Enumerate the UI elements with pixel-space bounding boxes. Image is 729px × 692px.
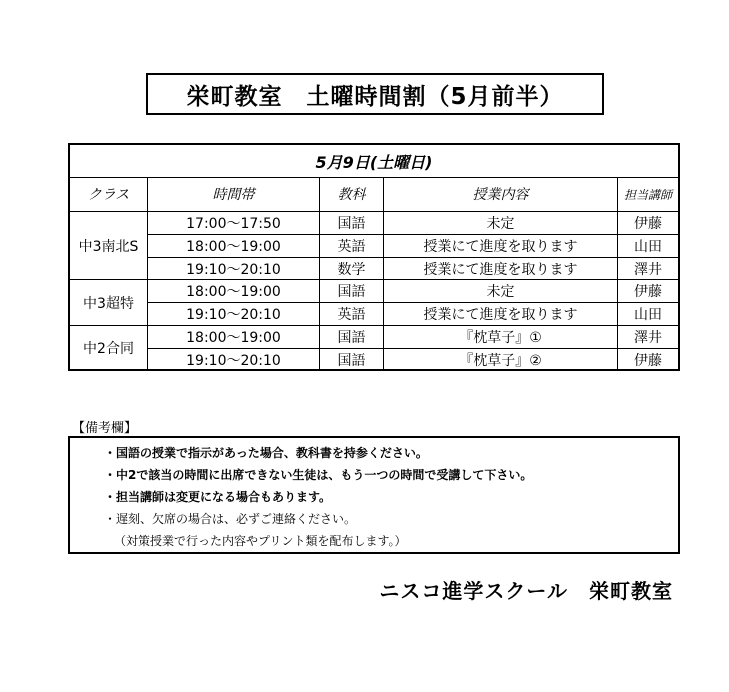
subject-cell: 英語 <box>337 239 366 255</box>
header-time: 時間帯 <box>148 177 319 212</box>
schedule-table <box>68 143 680 371</box>
teacher-cell: 伊藤 <box>634 284 662 300</box>
time-cell: 19:10～20:10 <box>186 352 281 369</box>
header-content: 授業内容 <box>384 177 617 212</box>
group-chu2-godo: 中2合同 <box>83 341 134 357</box>
note-line: ・国語の授業で指示があった場合、教科書を持参ください。 <box>104 446 428 460</box>
note-line: （対策授業で行った内容やプリント類を配布します。） <box>114 534 407 548</box>
teacher-cell: 澤井 <box>634 261 662 278</box>
content-cell: 未定 <box>486 284 515 300</box>
time-cell: 18:00～19:00 <box>186 330 281 346</box>
page-title: 栄町教室 土曜時間割（5月前半） <box>146 73 604 115</box>
teacher-cell: 伊藤 <box>634 352 662 369</box>
content-cell: 授業にて進度を取ります <box>423 261 578 278</box>
school-name: ニスコ進学スクール 栄町教室 <box>379 579 673 603</box>
time-cell: 17:00～17:50 <box>186 216 281 232</box>
teacher-cell: 伊藤 <box>634 216 662 232</box>
subject-cell: 国語 <box>337 330 366 346</box>
note-line: ・担当講師は変更になる場合もあります。 <box>104 490 332 504</box>
content-cell: 授業にて進度を取ります <box>423 239 578 255</box>
subject-cell: 国語 <box>337 216 366 232</box>
notes-box <box>68 436 680 554</box>
teacher-cell: 澤井 <box>634 330 662 346</box>
subject-cell: 英語 <box>337 307 366 323</box>
time-cell: 19:10～20:10 <box>186 261 281 278</box>
content-cell: 授業にて進度を取ります <box>423 307 578 323</box>
header-subject: 教科 <box>320 177 383 212</box>
time-cell: 18:00～19:00 <box>186 239 281 255</box>
notes-label: 【備考欄】 <box>72 421 138 436</box>
content-cell: 未定 <box>486 216 515 232</box>
group-chu3-nanboku-s: 中3南北S <box>78 238 139 255</box>
subject-cell: 数学 <box>337 261 366 278</box>
subject-cell: 国語 <box>337 284 366 300</box>
time-cell: 19:10～20:10 <box>186 307 281 323</box>
day-label: 5月9日(土曜日) <box>70 145 678 178</box>
header-teacher: 担当講師 <box>618 177 678 212</box>
teacher-cell: 山田 <box>634 239 662 255</box>
header-class: クラス <box>70 177 147 212</box>
content-cell: 『枕草子』② <box>459 352 542 369</box>
time-cell: 18:00～19:00 <box>186 284 281 300</box>
group-chu3-chotoku: 中3超特 <box>83 295 134 312</box>
note-line: ・中2で該当の時間に出席できない生徒は、もう一つの時間で受講して下さい。 <box>104 468 533 482</box>
subject-cell: 国語 <box>337 352 366 369</box>
content-cell: 『枕草子』① <box>459 330 542 346</box>
note-line: ・遅刻、欠席の場合は、必ずご連絡ください。 <box>104 512 357 526</box>
teacher-cell: 山田 <box>634 307 662 323</box>
